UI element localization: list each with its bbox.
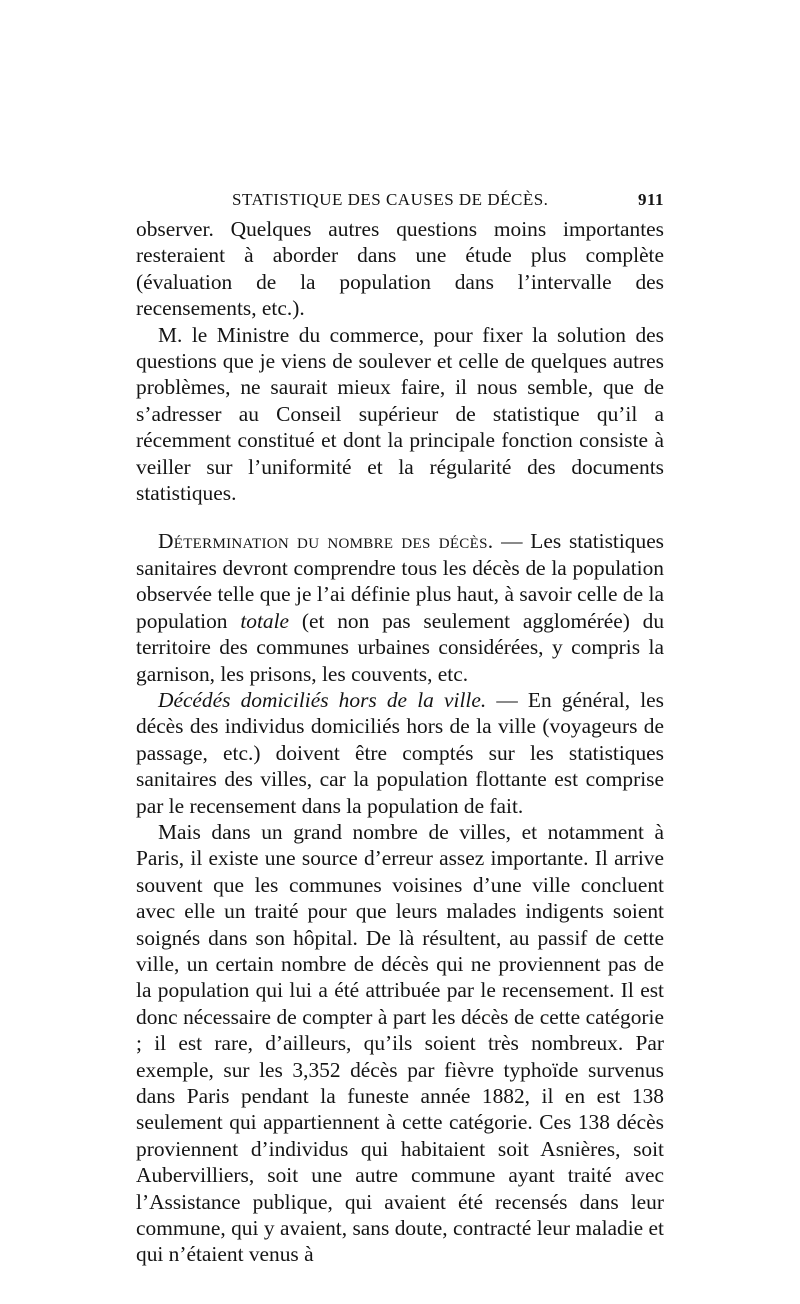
- paragraph-3-text-a: Les statistiques sanitaires devront comprendre tous les décès de la population observée telle que je l’ai définie plus haut, à savoir celle de la population: [136, 529, 665, 633]
- dash: —: [493, 529, 531, 554]
- paragraph-3: [136, 528, 664, 686]
- emphasis-totale: totale: [240, 608, 290, 633]
- paragraph-1: observer. Quelques autres questions moins importantes resteraient à aborder dans une étude plus complète (évaluation de la population dans l’intervalle des recensements, etc.).: [136, 217, 664, 321]
- paragraph-4-text: En général, les décès des individus domiciliés hors de la ville (voyageurs de passage, etc.) doivent être comptés sur les statistiques sanitaires des villes, car la population flottante est comprise par le recensement dans la population de fait.: [136, 687, 664, 818]
- paragraph-3-text-b: (et non pas seulement agglomérée) du territoire des communes urbaines considérées, y compris la garnison, les prisons, les couvents, etc.: [136, 608, 665, 686]
- running-title: STATISTIQUE DES CAUSES DE DÉCÈS.: [232, 190, 549, 209]
- page-number: 911: [637, 190, 664, 209]
- paragraph-2: M. le Ministre du commerce, pour fixer la solution des questions que je viens de soulever et celle de quelques autres problèmes, ne saurait mieux faire, il nous semble, que de s’adresser au Conseil supérieur de statistique qu’il a récemment constitué et dont la principale fonction consiste à veiller sur l’uniformité et la régularité des documents statistiques.: [136, 322, 664, 506]
- dash: —: [486, 687, 528, 712]
- paragraph-4: [136, 687, 664, 819]
- section-heading-deces: Détermination du nombre des décès.: [158, 529, 494, 554]
- running-head: [136, 190, 664, 216]
- subheading-decedes-domicilies: Décédés domiciliés hors de la ville.: [158, 687, 487, 712]
- book-page: [136, 190, 664, 1268]
- paragraph-5: Mais dans un grand nombre de villes, et notamment à Paris, il existe une source d’erreur assez importante. Il arrive souvent que les communes voisines d’une ville concluent avec elle un traité pour que leurs malades indigents soient soignés dans son hôpital. De là résultent, au passif de cette ville, un certain nombre de décès qui ne proviennent pas de la population qui lui a été attribuée par le recensement. Il est donc nécessaire de compter à part les décès de cette catégorie ; il est rare, d’ailleurs, qu’ils soient très nombreux. Par exemple, sur les 3,352 décès par fièvre typhoïde survenus dans Paris pendant la funeste année 1882, il en est 138 seulement qui appartiennent à cette catégorie. Ces 138 décès proviennent d’individus qui habitaient soit Asnières, soit Aubervilliers, soit une autre commune ayant traité avec l’Assistance publique, qui avaient été recensés dans leur commune, qui y avaient, sans doute, contracté leur maladie et qui n’étaient venus à: [136, 819, 664, 1267]
